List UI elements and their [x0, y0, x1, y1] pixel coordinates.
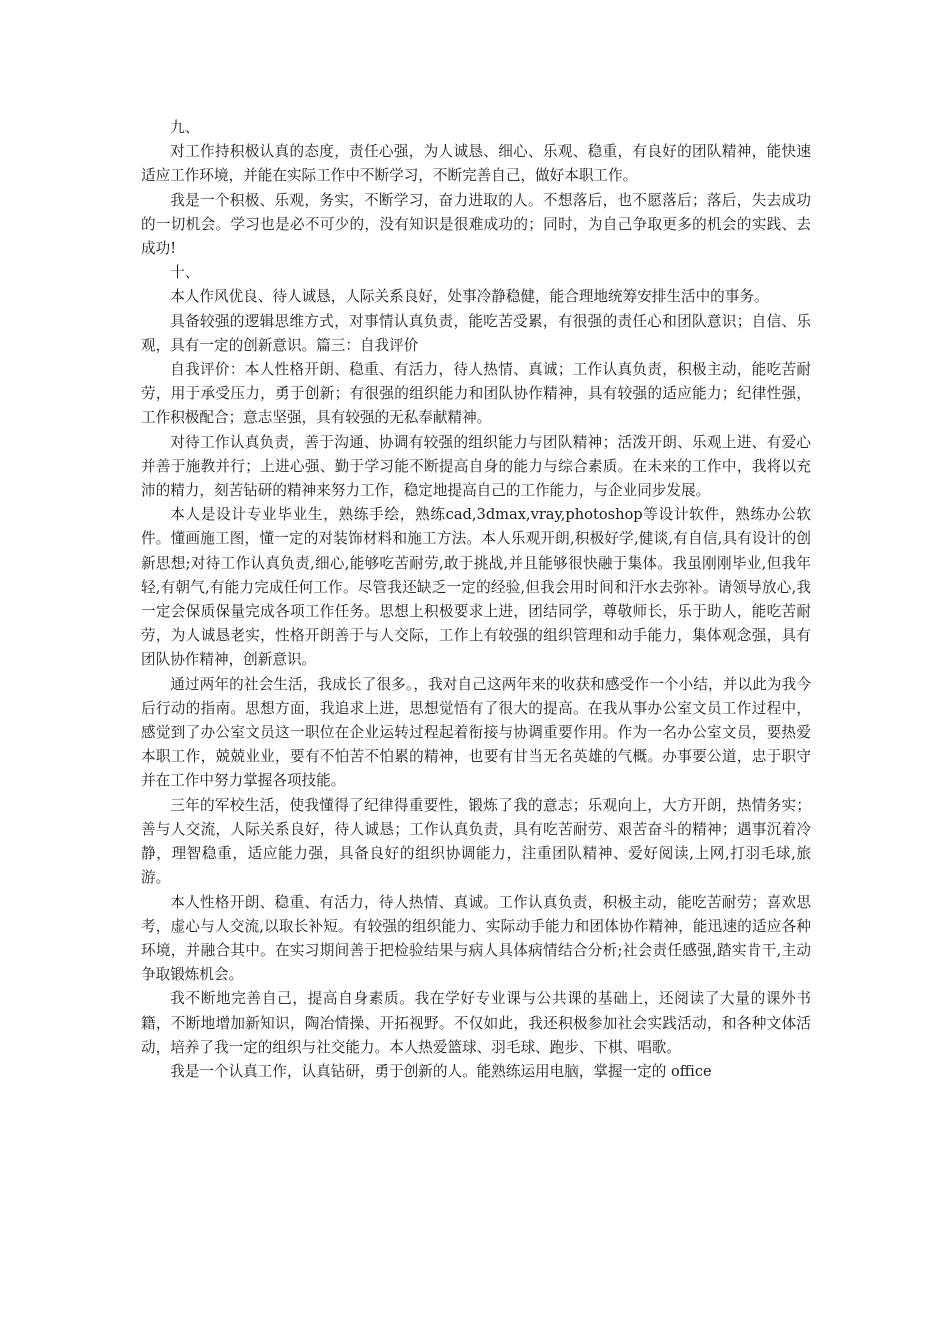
paragraph: 本人性格开朗、稳重、有活力，待人热情、真诚。工作认真负责，积极主动，能吃苦耐劳；喜欢思考，虚心与人交流,以取长补短。有较强的组织能力、实际动手能力和团体协作精神，能迅速的适应各种环境，并融合其中。在实习期间善于把检验结果与病人具体病情结合分析;社会责任感强,踏实肯干,主动争取锻炼机会。 — [141, 893, 811, 984]
paragraph: 对工作持积极认真的态度，责任心强，为人诚恳、细心、乐观、稳重，有良好的团队精神，能快速适应工作环境，并能在实际工作中不断学习，不断完善自己，做好本职工作。 — [141, 143, 811, 185]
paragraph: 通过两年的社会生活，我成长了很多。，我对自己这两年来的收获和感受作一个小结，并以此为我今后行动的指南。思想方面，我追求上进，思想觉悟有了很大的提高。在我从事办公室文员工作过程中，感觉到了办公室文员这一职位在企业运转过程起着衔接与协调重要作用。作为一名办公室文员，要热爱本职工作，兢兢业业，要有不怕苦不怕累的精神，也要有甘当无名英雄的气概。办事要公道，忠于职守并在工作中努力掌握各项技能。 — [141, 675, 811, 790]
paragraph: 自我评价：本人性格开朗、稳重、有活力，待人热情、真诚；工作认真负责，积极主动，能吃苦耐劳，用于承受压力，勇于创新；有很强的组织能力和团队协作精神，具有较强的适应能力；纪律性强，工作积极配合；意志坚强，具有较强的无私奉献精神。 — [141, 361, 811, 427]
paragraph: 本人是设计专业毕业生，熟练手绘，熟练cad,3dmax,vray,photoshop等设计软件，熟练办公软件。懂画施工图，懂一定的对装饰材料和施工方法。本人乐观开朗,积极好学,健谈,有自信,具有设计的创新思想;对待工作认真负责,细心,能够吃苦耐劳,敢于挑战,并且能够很快融于集体。我虽刚刚毕业,但我年轻,有朝气,有能力完成任何工作。尽管我还缺乏一定的经验,但我会用时间和汗水去弥补。请领导放心,我一定会保质保量完成各项工作任务。思想上积极要求上进，团结同学，尊敬师长，乐于助人，能吃苦耐劳，为人诚恳老实，性格开朗善于与人交际，工作上有较强的组织管理和动手能力，集体观念强，具有团队协作精神，创新意识。 — [141, 506, 811, 669]
paragraph: 对待工作认真负责，善于沟通、协调有较强的组织能力与团队精神；活泼开朗、乐观上进、有爱心并善于施教并行；上进心强、勤于学习能不断提高自身的能力与综合素质。在未来的工作中，我将以充沛的精力，刻苦钻研的精神来努力工作，稳定地提高自己的工作能力，与企业同步发展。 — [141, 433, 811, 500]
paragraph: 三年的军校生活，使我懂得了纪律得重要性，锻炼了我的意志；乐观向上，大方开朗，热情务实；善与人交流，人际关系良好，待人诚恳；工作认真负责，具有吃苦耐劳、艰苦奋斗的精神；遇事沉着冷静，理智稳重，适应能力强，具备良好的组织协调能力，注重团队精神、爱好阅读,上网,打羽毛球,旅游。 — [141, 796, 811, 887]
paragraph: 本人作风优良、待人诚恳，人际关系良好，处事冷静稳健，能合理地统筹安排生活中的事务。 — [170, 288, 769, 306]
paragraph: 我是一个积极、乐观，务实，不断学习，奋力进取的人。不想落后，也不愿落后；落后，失去成功的一切机会。学习也是必不可少的，没有知识是很难成功的；同时，为自己争取更多的机会的实践、去成功! — [141, 191, 811, 258]
paragraph: 我是一个认真工作，认真钻研，勇于创新的人。能熟练运用电脑，掌握一定的 office — [170, 1062, 712, 1080]
paragraph: 我不断地完善自己，提高自身素质。我在学好专业课与公共课的基础上，还阅读了大量的课外书籍，不断地增加新知识，陶冶情操、开拓视野。不仅如此，我还积极参加社会实践活动，和各种文体活动，培养了我一定的组织与社交能力。本人热爱篮球、羽毛球、跑步、下棋、唱歌。 — [141, 990, 811, 1056]
section-heading-nine: 九、 — [170, 119, 200, 136]
section-heading-ten: 十、 — [170, 264, 200, 282]
document-page — [141, 116, 811, 1084]
paragraph: 具备较强的逻辑思维方式，对事情认真负责，能吃苦受累，有很强的责任心和团队意识；自信、乐观，具有一定的创新意识。篇三：自我评价 — [141, 312, 811, 354]
